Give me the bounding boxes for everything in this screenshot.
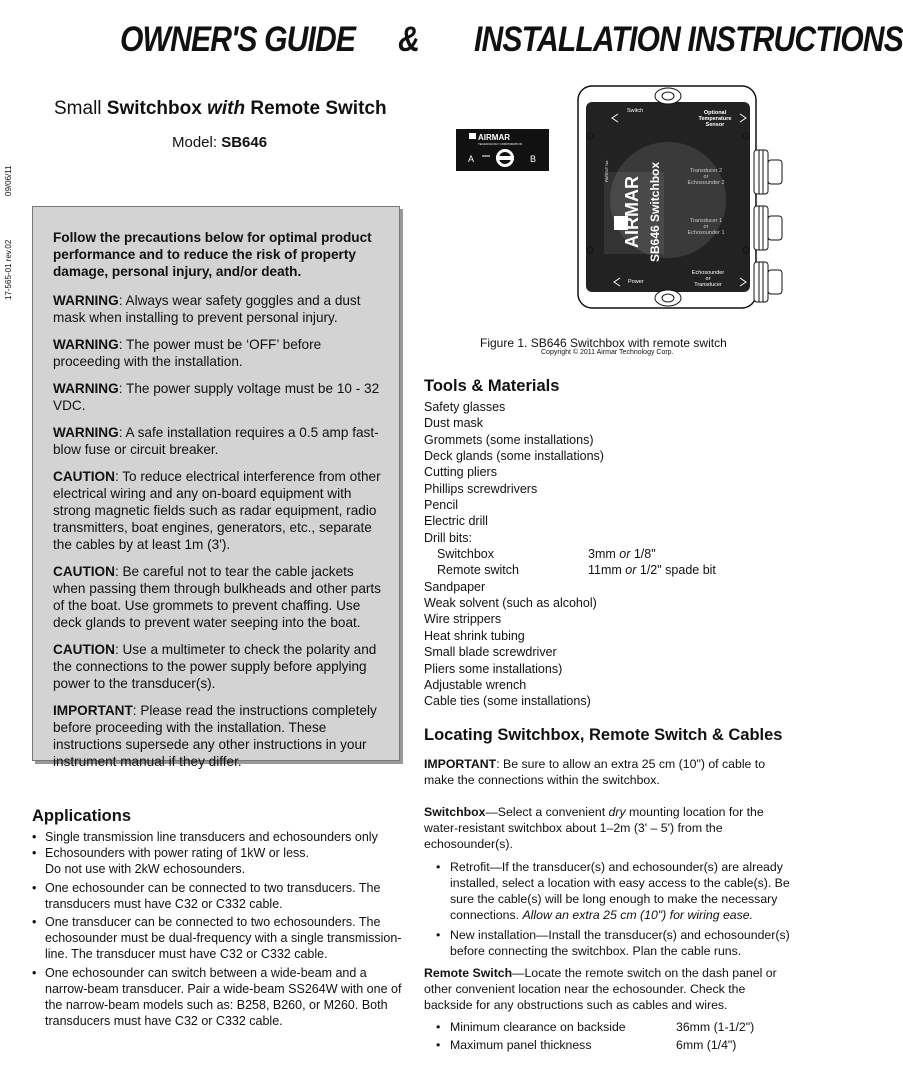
list-item: • One echosounder can be connected to two transducers. The transducers must have C32 or C332 cable. <box>32 880 404 912</box>
sb-xdcr: Transducer <box>694 282 722 288</box>
rotary-knob-icon <box>456 129 549 171</box>
retrofit-em: Allow an extra 25 cm (10") for wiring ease. <box>522 908 754 922</box>
sb-model: SB646 Switchbox <box>648 161 662 262</box>
sb-e1: Echosounder 1 <box>687 230 725 236</box>
warning-text: : Always wear safety goggles and a dust mask when installing to prevent personal injury. <box>53 293 361 325</box>
sb-or-3: or <box>705 276 711 282</box>
model-value: SB646 <box>221 134 268 151</box>
list-item: Pencil <box>424 498 459 513</box>
important-label: IMPORTANT <box>53 703 133 718</box>
product-subtitle <box>54 98 387 120</box>
figure-caption: Figure 1. SB646 Switchbox with remote switch <box>480 336 727 350</box>
spec-name: Minimum clearance on backside <box>450 1020 626 1034</box>
caution-item <box>53 468 381 553</box>
applications-list <box>32 829 404 1029</box>
caution-text: : Be careful not to tear the cable jackets when passing them through bulkheads and other parts of the boat. Use grommets to prevent chaffing. Use deck glands to prevent water seeping into the boat. <box>53 564 381 630</box>
list-item: Wire strippers <box>424 612 502 627</box>
list-item: • New installation—Install the transducer(s) and echosounder(s) before connecting the switchbox. Plan the cable runs. <box>436 927 794 959</box>
important-text: : Please read the instructions completely before proceeding with the installation. These instructions supersede any other instructions in your instrument manual if they differ. <box>53 703 377 769</box>
model-line <box>172 134 267 151</box>
caution-label: CAUTION <box>53 469 115 484</box>
list-item: Phillips screwdrivers <box>424 481 538 496</box>
caution-label: CAUTION <box>53 642 115 657</box>
list-item: Drill bits: <box>424 530 472 545</box>
list-item: Pliers some installations) <box>424 661 563 676</box>
warning-text: : The power must be ‘OFF’ before proceeding with the installation. <box>53 337 322 369</box>
important-text: : Be sure to allow an extra 25 cm (10") of cable to make the connections within the switchbox. <box>424 757 766 787</box>
list-item: Adjustable wrench <box>424 677 527 692</box>
locating-heading: Locating Switchbox, Remote Switch & Cables <box>424 726 783 744</box>
remote-label: Remote Switch <box>424 966 513 980</box>
spec-value: 36mm (1-1/2") <box>676 1020 755 1034</box>
sb-power-label: Power <box>628 279 644 285</box>
sb-t1-label <box>680 218 732 236</box>
subtitle-with: with <box>201 98 251 119</box>
title-left: OWNER'S GUIDE <box>120 20 356 59</box>
tools-heading: Tools & Materials <box>424 377 560 395</box>
sb-optional-label <box>690 110 740 128</box>
subtitle-pre: Small <box>54 98 107 119</box>
caution-item <box>53 563 381 631</box>
caution-text: : To reduce electrical interference from other electrical wiring and any on-board equipment with strong magnetic fields such as radar equipment, radio transmitters, boat engines, generators, etc., separate the cables by at least 1m (3'). <box>53 469 381 552</box>
spec-name: Maximum panel thickness <box>450 1038 592 1052</box>
spec-value: 6mm (1/4") <box>676 1038 737 1052</box>
bit-name: Remote switch <box>437 563 519 578</box>
important-item <box>53 702 381 770</box>
list-item: • One echosounder can switch between a wide-beam and a narrow-beam transducer. Pair a wide-beam SS264W with one of the narrow-beam models such as: B258, B260, or M260. Both transducers must have C32 or C332 cable. <box>32 965 404 1030</box>
doc-code: 17-565-01 rev.02 <box>4 239 13 300</box>
warning-text: : The power supply voltage must be 10 - 32 VDC. <box>53 381 380 413</box>
sb-or-2: or <box>703 224 709 230</box>
list-item: Cutting pliers <box>424 465 497 480</box>
precautions-lead: Follow the precautions below for optimal product performance and to reduce the risk of property damage, personal injury, and/or death. <box>53 230 372 279</box>
sb-t2: Transducer 2 <box>689 168 723 174</box>
figure-copyright: Copyright © 2011 Airmar Technology Corp. <box>541 349 674 356</box>
list-item-note: Do not use with 2kW echosounders. <box>45 862 246 877</box>
sb-echo: Echosounder <box>691 270 725 276</box>
bit-size: 3mm <box>588 547 616 562</box>
sb-patent: PATENT No. <box>604 159 609 182</box>
subtitle-switchbox: Switchbox <box>106 98 202 119</box>
sb-sensor: Sensor <box>705 122 725 128</box>
page-title <box>120 20 903 60</box>
spec-row <box>436 1037 794 1053</box>
list-item: Sandpaper <box>424 579 486 594</box>
remote-switch-label <box>456 129 549 171</box>
title-right: INSTALLATION INSTRUCTIONS <box>474 20 903 59</box>
list-item: • One transducer can be connected to two echosounders. The echosounder must be dual-frequency with a single transmission-line. The transducer must have C32 or C332 cable. <box>32 914 404 963</box>
sb-optional: Optional <box>703 110 727 116</box>
sb-t2-label <box>680 168 732 186</box>
switchbox-label: Switchbox <box>424 805 486 819</box>
title-amp: & <box>398 20 420 59</box>
list-item: Electric drill <box>424 514 488 529</box>
bit-or: or <box>621 563 640 578</box>
list-item: Cable ties (some installations) <box>424 694 591 709</box>
sb-or-1: or <box>703 174 709 180</box>
bit-name: Switchbox <box>437 547 494 562</box>
warning-label: WARNING <box>53 337 119 352</box>
list-item: Weak solvent (such as alcohol) <box>424 596 597 611</box>
bit-alt: 1/8" <box>633 547 656 562</box>
tools-list <box>424 400 794 711</box>
switchbox-em: dry <box>608 805 626 819</box>
important-label: IMPORTANT <box>424 757 497 771</box>
warning-item <box>53 336 381 370</box>
bit-alt: 1/2" spade bit <box>639 563 716 578</box>
warning-label: WARNING <box>53 293 119 308</box>
sb-switch-label: Switch <box>627 108 644 114</box>
list-item: Safety glasses <box>424 400 506 414</box>
date-code: 09/06/11 <box>4 165 13 196</box>
warning-item <box>53 380 381 414</box>
drill-bit-row <box>424 547 794 563</box>
sb-temperature: Temperature <box>698 116 732 122</box>
list-item: • Echosounders with power rating of 1kW or less. <box>32 845 404 861</box>
applications-heading: Applications <box>32 807 132 825</box>
subtitle-remote: Remote Switch <box>250 98 387 119</box>
warning-text: : A safe installation requires a 0.5 amp fast-blow fuse or circuit breaker. <box>53 425 379 457</box>
warning-item <box>53 292 381 326</box>
drill-bit-row <box>424 563 794 579</box>
remote-b: B <box>530 154 537 164</box>
list-item <box>436 859 794 923</box>
list-item: Small blade screwdriver <box>424 645 557 660</box>
warning-item <box>53 424 381 458</box>
warning-label: WARNING <box>53 381 119 396</box>
list-item: Heat shrink tubing <box>424 628 525 643</box>
bit-or: or <box>615 547 634 562</box>
sb-brand: AIRMAR <box>622 176 642 248</box>
list-item: Grommets (some installations) <box>424 432 594 447</box>
precautions-box <box>32 206 400 769</box>
remote-tag: TECHNOLOGY CORPORATION <box>478 142 522 146</box>
list-item: Dust mask <box>424 416 484 431</box>
sb-echo-label <box>682 270 734 288</box>
bit-size: 11mm <box>588 563 622 578</box>
caution-label: CAUTION <box>53 564 115 579</box>
retrofit-text: Retrofit—If the transducer(s) and echosounder(s) are already installed, select a location with easy access to the cable(s). Be sure the cable(s) will be long enough to make the necessary connections. <box>450 860 790 922</box>
locating-body <box>424 756 794 1053</box>
list-item: • Single transmission line transducers and echosounders only <box>32 829 404 845</box>
remote-a: A <box>468 154 475 164</box>
caution-item <box>53 641 381 692</box>
spec-row <box>436 1019 794 1037</box>
list-item: Deck glands (some installations) <box>424 449 604 464</box>
remote-text: —Locate the remote switch on the dash panel or other convenient location near the echosounder. Check the backside for any obstructions such as cables and wires. <box>424 966 777 1012</box>
switchbox-text: —Select a convenient <box>485 805 609 819</box>
model-label: Model: <box>172 134 222 151</box>
sb-e2: Echosounder 2 <box>687 180 725 186</box>
remote-brand: AIRMAR <box>478 133 510 142</box>
caution-text: : Use a multimeter to check the polarity and the connections to the power supply before applying power to the transducer(s). <box>53 642 377 691</box>
warning-label: WARNING <box>53 425 119 440</box>
switchbox-text-b: mounting location for the water-resistant switchbox about 1–2m (3' – 5') from the echosounder(s). <box>424 805 764 851</box>
sb-t1: Transducer 1 <box>689 218 723 224</box>
